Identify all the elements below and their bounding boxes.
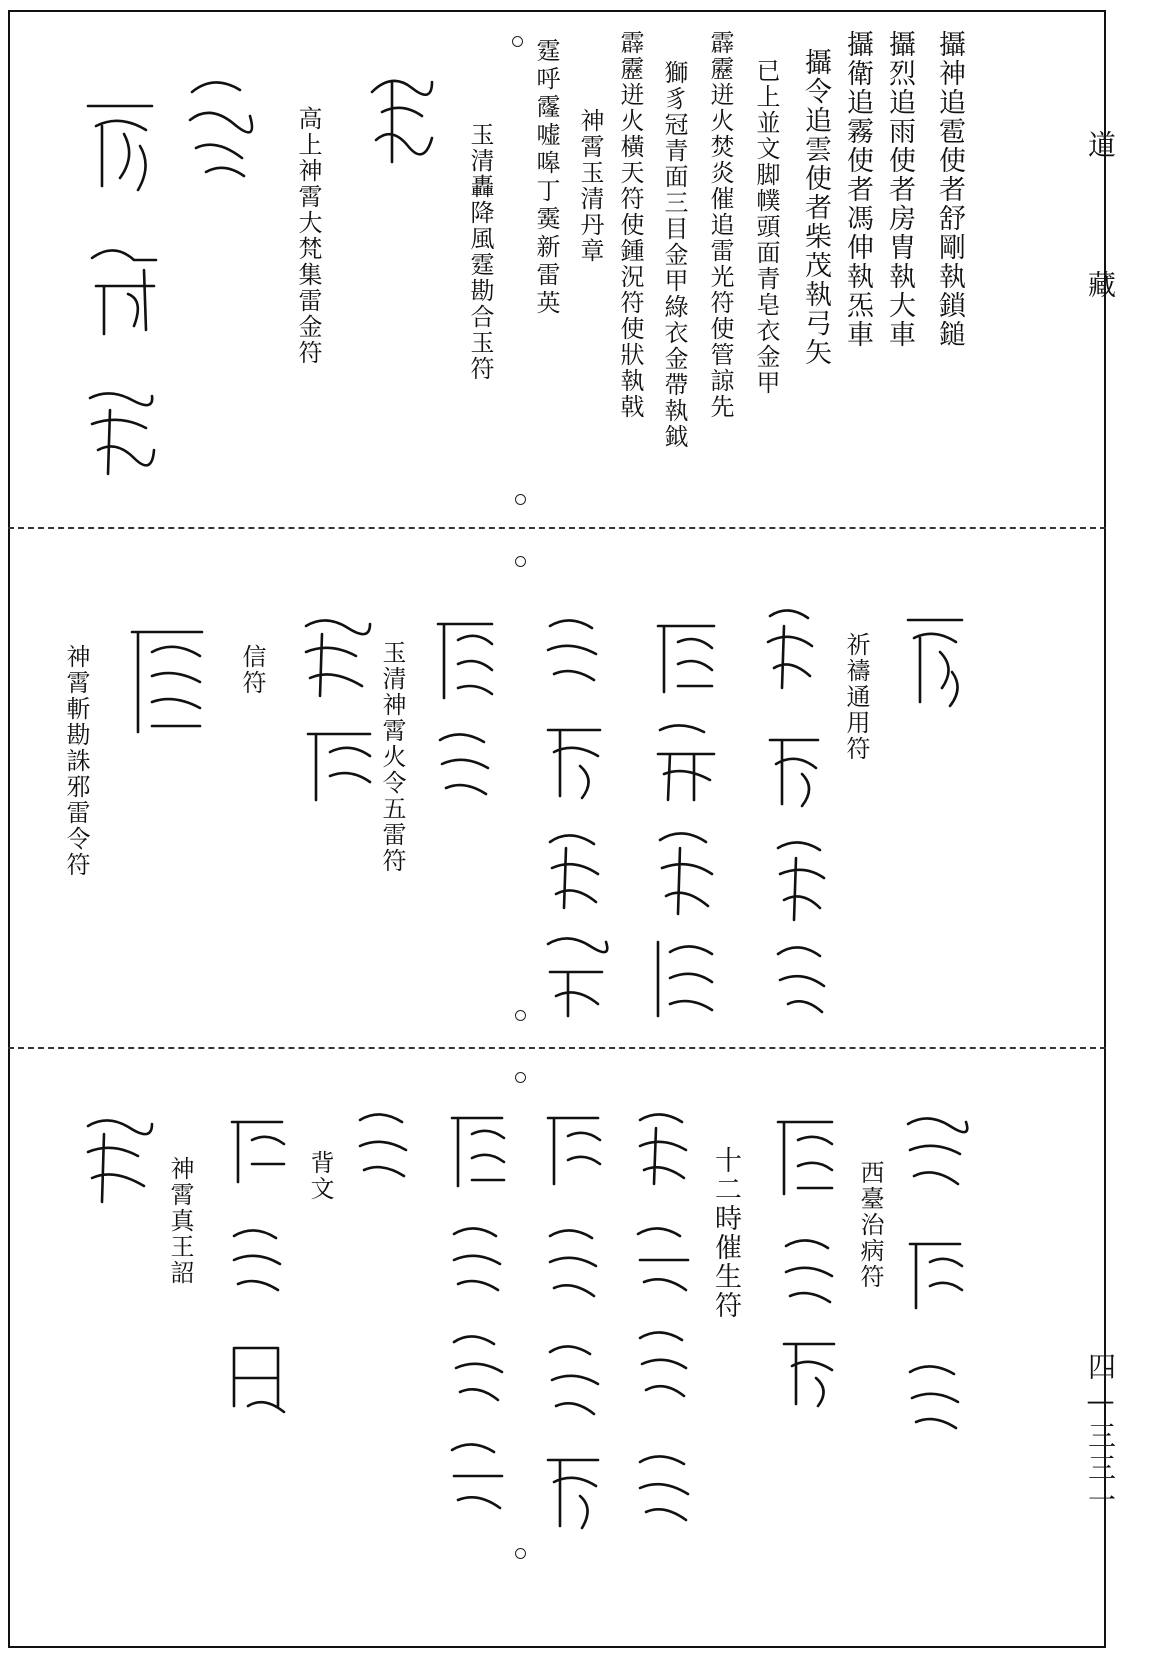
text-column: 西臺治病符 — [856, 1160, 884, 1290]
talisman-glyph — [430, 606, 500, 706]
binding-ring — [515, 556, 526, 567]
talisman-glyph — [224, 1332, 290, 1416]
talisman-glyph — [770, 1104, 840, 1204]
talisman-glyph — [124, 612, 210, 742]
text-column: 攝神追雹使者舒剛執鎖鎚 — [934, 30, 965, 349]
panel-divider-1 — [8, 527, 1106, 529]
talisman-glyph — [300, 716, 380, 806]
talisman-glyph — [430, 720, 500, 804]
binding-ring — [515, 1072, 526, 1083]
talisman-glyph — [540, 1330, 606, 1422]
text-column: 高上神霄大梵集雷金符 — [294, 106, 322, 366]
text-column: 信符 — [238, 644, 266, 696]
text-column: 玉清轟降風霆勘合玉符 — [466, 122, 494, 382]
talisman-glyph — [776, 1326, 842, 1410]
talisman-glyph — [630, 1100, 696, 1190]
talisman-glyph — [900, 1226, 970, 1316]
talisman-glyph — [900, 1350, 970, 1440]
binding-ring — [515, 494, 526, 505]
talisman-glyph — [650, 606, 722, 702]
talisman-glyph — [80, 380, 160, 480]
text-column: 獅豸冠青面三目金甲綠衣金帶執鉞 — [660, 60, 688, 450]
talisman-glyph — [540, 1100, 606, 1192]
talisman-glyph — [224, 1216, 290, 1300]
talisman-glyph — [650, 714, 722, 806]
binding-ring — [515, 1548, 526, 1559]
talisman-glyph — [362, 62, 438, 172]
talisman-glyph — [540, 712, 610, 804]
page-number: 四—三三一 — [1084, 1352, 1117, 1517]
text-column: 霹靂迸火橫天符使鍾況符使狀執戟 — [616, 30, 644, 420]
talisman-glyph — [78, 1106, 158, 1210]
talisman-glyph — [630, 1320, 696, 1410]
talisman-glyph — [776, 1226, 842, 1316]
collection-title-dao: 道 — [1084, 130, 1117, 158]
text-column: 祈禱通用符 — [842, 632, 870, 762]
talisman-glyph — [444, 1430, 510, 1520]
talisman-glyph — [768, 830, 832, 926]
collection-title-zang: 藏 — [1084, 270, 1117, 298]
binding-ring — [515, 1010, 526, 1021]
talisman-glyph — [540, 924, 610, 1020]
talisman-glyph — [540, 606, 610, 696]
talisman-glyph — [900, 1104, 970, 1200]
talisman-glyph — [540, 1440, 606, 1532]
text-column: 攝衛追霧使者馮伸執炁車 — [842, 30, 873, 349]
talisman-glyph — [762, 718, 826, 814]
talisman-glyph — [540, 1216, 606, 1308]
text-column: 神霄斬勘誅邪雷令符 — [62, 644, 90, 878]
talisman-glyph — [540, 818, 610, 914]
text-column: 霆呼霳嘘嗥丁霙新雷英 — [532, 38, 560, 318]
talisman-glyph — [760, 596, 824, 696]
talisman-glyph — [350, 1100, 416, 1190]
talisman-glyph — [84, 230, 164, 340]
talisman-glyph — [650, 924, 722, 1024]
talisman-glyph — [650, 818, 722, 918]
talisman-glyph — [224, 1104, 290, 1188]
talisman-glyph — [444, 1100, 510, 1192]
binding-ring — [512, 36, 523, 47]
text-column: 神霄真王詔 — [166, 1156, 194, 1286]
talisman-glyph — [444, 1214, 510, 1304]
text-column: 神霄玉清丹章 — [576, 108, 604, 264]
text-column: 背文 — [306, 1150, 334, 1202]
text-column: 十二時催生符 — [710, 1146, 741, 1320]
talisman-glyph — [444, 1320, 510, 1410]
talisman-glyph — [630, 1210, 696, 1300]
talisman-glyph — [900, 602, 970, 712]
talisman-glyph — [296, 606, 376, 702]
talisman-glyph — [770, 930, 834, 1020]
text-column: 攝令追雲使者柴茂執弓矢 — [800, 48, 831, 367]
text-column: 玉清神霄火令五雷符 — [378, 640, 406, 874]
text-column: 攝烈追雨使者房胄執大車 — [884, 30, 915, 349]
text-column: 已上並文脚幞頭面青皂衣金甲 — [752, 58, 780, 396]
talisman-glyph — [630, 1440, 696, 1530]
text-column: 霹靂迸火焚炎催追雷光符使管諒先 — [706, 30, 734, 420]
panel-divider-2 — [8, 1047, 1106, 1049]
talisman-glyph — [180, 68, 256, 188]
talisman-glyph — [80, 86, 160, 196]
